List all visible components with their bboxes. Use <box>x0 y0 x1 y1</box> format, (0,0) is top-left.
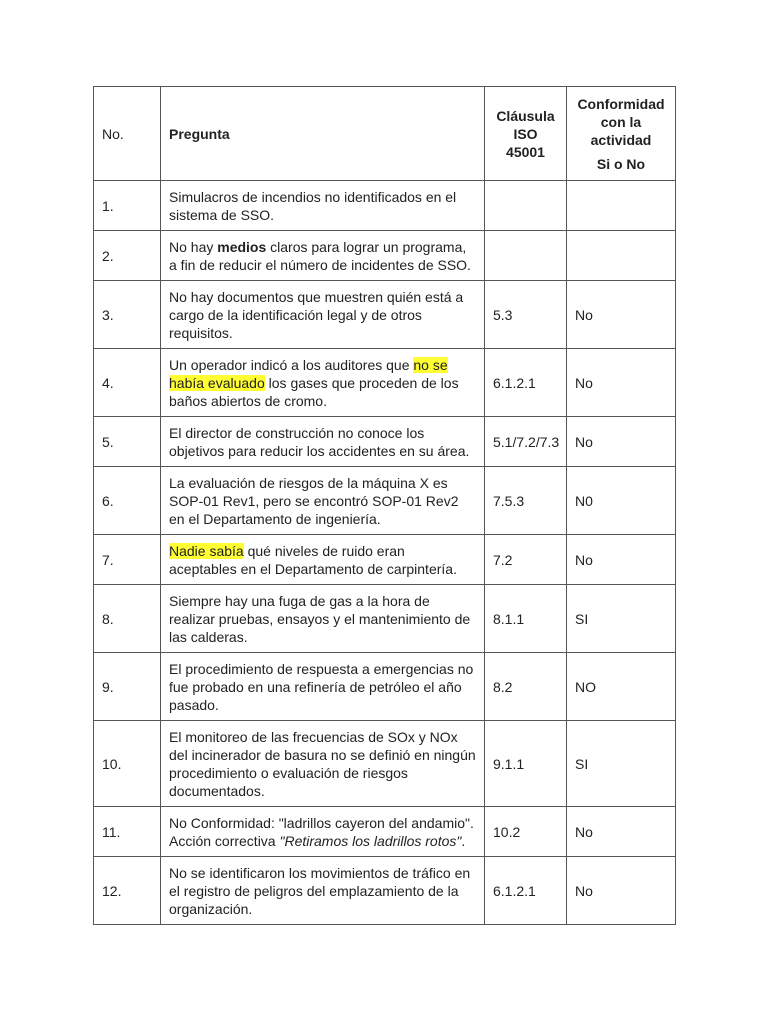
table-row <box>94 349 676 417</box>
highlighted-text: no se había evaluado <box>169 356 448 391</box>
row-conformity: No <box>567 281 676 349</box>
table-row <box>94 467 676 535</box>
highlighted-text: Nadie sabía <box>169 542 244 559</box>
header-question: Pregunta <box>161 87 485 181</box>
table-row <box>94 535 676 585</box>
question-text: No hay <box>169 238 218 255</box>
table-header <box>94 87 676 181</box>
question-text: . <box>461 832 466 849</box>
row-number: 4. <box>94 349 161 417</box>
table-row <box>94 181 676 231</box>
table-row <box>94 653 676 721</box>
table-row <box>94 721 676 807</box>
row-question <box>161 417 485 467</box>
row-conformity: No <box>567 535 676 585</box>
row-clause <box>485 181 567 231</box>
row-question <box>161 535 485 585</box>
header-conformity-sub: Si o No <box>596 155 646 172</box>
row-conformity <box>567 231 676 281</box>
row-question <box>161 181 485 231</box>
row-question <box>161 281 485 349</box>
row-question <box>161 349 485 417</box>
row-conformity: No <box>567 417 676 467</box>
table-row <box>94 857 676 925</box>
row-clause: 8.2 <box>485 653 567 721</box>
row-clause <box>485 231 567 281</box>
question-text: medios <box>217 238 267 255</box>
question-text: Siempre hay una fuga de gas a la hora de realizar pruebas, ensayos y el mantenimiento de las calderas. <box>169 592 471 645</box>
row-conformity: NO <box>567 653 676 721</box>
row-conformity: No <box>567 857 676 925</box>
row-clause: 8.1.1 <box>485 585 567 653</box>
row-number: 2. <box>94 231 161 281</box>
header-row <box>94 87 676 181</box>
row-number: 12. <box>94 857 161 925</box>
row-conformity: No <box>567 349 676 417</box>
row-number: 7. <box>94 535 161 585</box>
question-text: No se identificaron los movimientos de tráfico en el registro de peligros del emplazamiento de la organización. <box>169 864 471 917</box>
row-question <box>161 585 485 653</box>
table-row <box>94 231 676 281</box>
row-question <box>161 857 485 925</box>
audit-table <box>93 86 676 925</box>
question-text: Simulacros de incendios no identificados en el sistema de SSO. <box>169 188 457 223</box>
row-question <box>161 653 485 721</box>
question-text: El monitoreo de las frecuencias de SOx y NOx del incinerador de basura no se definió en ningún procedimiento o evaluación de riesgos documentados. <box>169 728 476 799</box>
row-question <box>161 721 485 807</box>
row-conformity: No <box>567 807 676 857</box>
row-conformity: SI <box>567 721 676 807</box>
question-text: claros para lograr un programa, a fin de reducir el número de incidentes de SSO. <box>169 238 471 273</box>
row-number: 8. <box>94 585 161 653</box>
header-clause: Cláusula ISO 45001 <box>485 87 567 181</box>
row-clause: 6.1.2.1 <box>485 857 567 925</box>
row-number: 6. <box>94 467 161 535</box>
row-number: 1. <box>94 181 161 231</box>
question-text: La evaluación de riesgos de la máquina X es SOP-01 Rev1, pero se encontró SOP-01 Rev2 en el Departamento de ingeniería. <box>169 474 459 527</box>
question-text: los gases que proceden de los baños abiertos de cromo. <box>169 374 459 409</box>
table-row <box>94 585 676 653</box>
row-clause: 10.2 <box>485 807 567 857</box>
row-number: 5. <box>94 417 161 467</box>
table-row <box>94 417 676 467</box>
header-conformity <box>567 87 676 181</box>
row-clause: 6.1.2.1 <box>485 349 567 417</box>
question-text: No Conformidad: "ladrillos cayeron del andamio". Acción correctiva <box>169 814 474 849</box>
table-body <box>94 181 676 925</box>
row-question <box>161 807 485 857</box>
row-clause: 7.2 <box>485 535 567 585</box>
row-question <box>161 231 485 281</box>
table-row <box>94 807 676 857</box>
row-conformity: SI <box>567 585 676 653</box>
question-text: "Retiramos los ladrillos rotos" <box>279 832 462 849</box>
row-conformity <box>567 181 676 231</box>
question-text: qué niveles de ruido eran aceptables en el Departamento de carpintería. <box>169 542 457 577</box>
row-number: 11. <box>94 807 161 857</box>
row-question <box>161 467 485 535</box>
question-text: Un operador indicó a los auditores que <box>169 356 414 373</box>
question-text: El procedimiento de respuesta a emergencias no fue probado en una refinería de petróleo el año pasado. <box>169 660 474 713</box>
row-clause: 5.1/7.2/7.3 <box>485 417 567 467</box>
question-text: El director de construcción no conoce los objetivos para reducir los accidentes en su área. <box>169 424 470 459</box>
header-no: No. <box>94 87 161 181</box>
row-clause: 5.3 <box>485 281 567 349</box>
row-number: 3. <box>94 281 161 349</box>
row-number: 9. <box>94 653 161 721</box>
row-clause: 9.1.1 <box>485 721 567 807</box>
row-conformity: N0 <box>567 467 676 535</box>
header-conformity-label: Conformidad con la actividad <box>577 95 665 148</box>
row-clause: 7.5.3 <box>485 467 567 535</box>
row-number: 10. <box>94 721 161 807</box>
question-text: No hay documentos que muestren quién está a cargo de la identificación legal y de otros requisitos. <box>169 288 464 341</box>
table-row <box>94 281 676 349</box>
